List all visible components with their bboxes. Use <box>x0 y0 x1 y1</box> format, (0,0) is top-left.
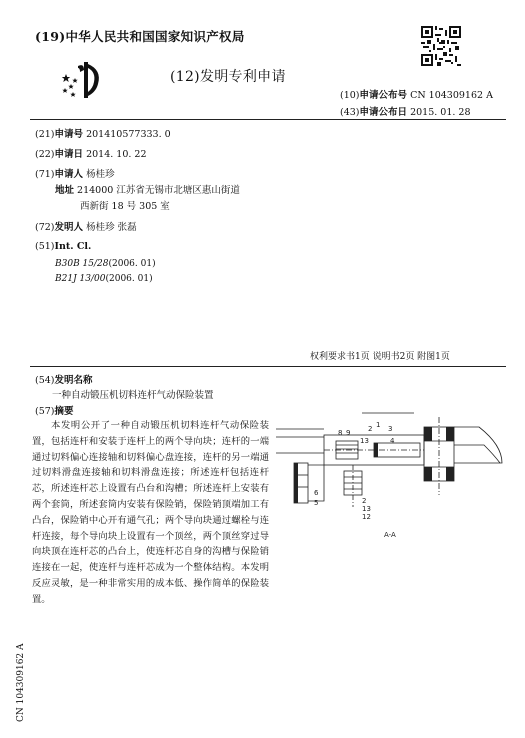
document-type: (12)发明专利申请 <box>170 69 286 85</box>
abstract-heading: (57)摘要 <box>35 406 74 417</box>
part-label: 2 <box>362 497 367 505</box>
qr-code <box>421 26 461 66</box>
int-cl: (51)Int. Cl. <box>35 241 92 252</box>
invention-title: 一种自动锻压机切料连杆气动保险装置 <box>52 390 214 401</box>
part-label: 13 <box>360 437 369 445</box>
part-label: 13 <box>362 505 371 513</box>
page-counts: 权利要求书1页 说明书2页 附图1页 <box>310 352 450 362</box>
part-label: 5 <box>314 499 319 507</box>
figure-caption: A-A <box>384 531 396 539</box>
header-divider <box>30 119 506 120</box>
inventors: (72)发明人 杨桂珍 张磊 <box>35 222 137 233</box>
address-line2: 西新街 18 号 305 室 <box>80 201 170 212</box>
part-label: 8 <box>338 429 343 437</box>
title-heading: (54)发明名称 <box>35 375 93 386</box>
ipc-code-1: B30B 15/28(2006. 01) <box>55 259 156 269</box>
part-label: 4 <box>390 437 395 445</box>
application-date: (22)申请日 2014. 10. 22 <box>35 149 147 160</box>
ipc-code-2: B21J 13/00(2006. 01) <box>55 274 153 284</box>
application-number: (21)申请号 201410577333. 0 <box>35 129 171 140</box>
publication-number: (10)申请公布号 CN 104309162 A <box>340 90 493 101</box>
technical-drawing <box>274 405 506 543</box>
applicant: (71)申请人 杨桂珍 <box>35 169 115 180</box>
part-label: 6 <box>314 489 319 497</box>
part-label: 3 <box>388 425 393 433</box>
office-header: (19)中华人民共和国国家知识产权局 <box>35 29 245 44</box>
publication-date: (43)申请公布日 2015. 01. 28 <box>340 107 471 118</box>
part-label: 9 <box>346 429 351 437</box>
address: 地址 214000 江苏省无锡市北塘区惠山街道 <box>55 185 240 196</box>
part-label: 12 <box>362 513 371 521</box>
part-label: 2 <box>368 425 373 433</box>
side-publication-number: CN 104309162 A <box>16 643 26 722</box>
part-label: 1 <box>376 421 381 429</box>
abstract-text: 本发明公开了一种自动锻压机切料连杆气动保险装置，包括连杆和安装于连杆上的两个导向块；连杆的一端通过切料偏心连接轴和切料偏心盘连接，连杆的另一端通过切料滑盘连接轴和切料滑盘连接；所述连杆包括连杆芯，所述连杆芯上设置有凸台和沟槽；所述连杆上安装有两个套筒，所述套筒内安装有保险销，保险销顶端加工有凸台，保险销中心开有通气孔；两个导向块通过螺栓与连杆连接，每个导向块上设置有一个顶丝，两个顶丝穿过导向块顶在连杆芯的凸台上，使连杆芯自身的沟槽与保险销连接在一起，使连杆与连杆芯成为一个整体结构。本发明反应灵敏，是一种非常实用的成本低、操作简单的保险装置。 <box>32 420 269 605</box>
cnipa-logo <box>58 60 110 100</box>
section-divider <box>30 366 506 367</box>
